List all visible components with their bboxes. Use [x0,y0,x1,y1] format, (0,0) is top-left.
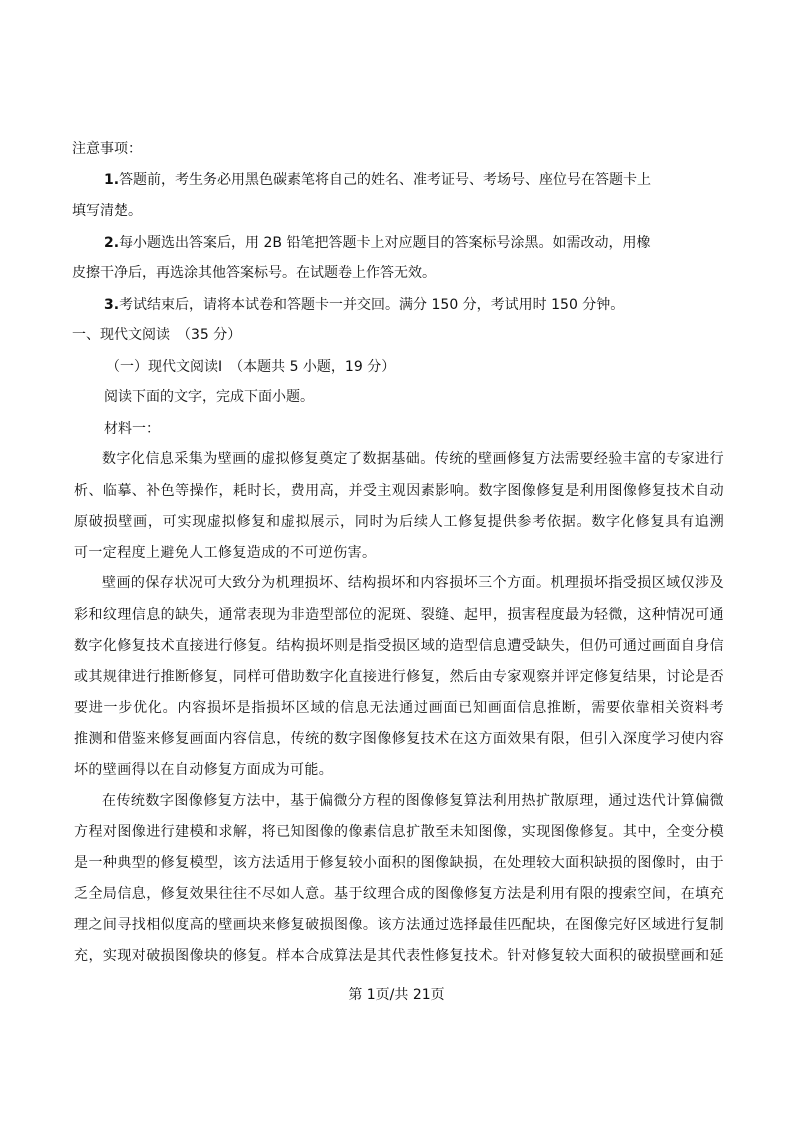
passage-line: 理之间寻找相似度高的壁画块来修复破损图像。该方法通过选择最佳匹配块，在图像完好区域进行复制 [74,917,724,933]
passage-line: 可一定程度上避免人工修复造成的不可逆伤害。 [74,545,377,561]
notice-item-2 [104,233,650,253]
page-number: 第 1页/共 21页 [348,987,445,1003]
notice-item-1-number: 1. [104,172,120,188]
passage-line: 或其规律进行推断修复，同样可借助数字化直接进行修复，然后由专家观察并评定修复结果，讨论是否 [74,669,724,685]
passage-line: 充，实现对破损图像块的修复。样本合成算法是其代表性修复技术。针对修复较大面积的破损壁画和延 [74,948,724,964]
notice-title: 注意事项： [72,141,142,157]
passage-line: 数字化信息采集为壁画的虚拟修复奠定了数据基础。传统的壁画修复方法需要经验丰富的专家进行 [102,451,724,467]
passage-line: 要进一步优化。内容损坏是指损坏区域的信息无法通过画面已知画面信息推断，需要依靠相关资料考 [74,700,724,716]
passage-line: 在传统数字图像修复方法中，基于偏微分方程的图像修复算法利用热扩散原理，通过迭代计算偏微 [102,793,724,809]
passage-line: 彩和纹理信息的缺失，通常表现为非造型部位的泥斑、裂缝、起甲，损害程度最为轻微，这种情况可通 [74,607,724,623]
sub-section-heading: （一）现代文阅读Ⅰ （本题共 5 小题，19 分） [106,359,396,375]
passage-line: 方程对图像进行建模和求解，将已知图像的像素信息扩散至未知图像，实现图像修复。其中，全变分模 [74,824,724,840]
passage-line: 数字化修复技术直接进行修复。结构损坏则是指受损区域的造型信息遭受缺失，但仍可通过画面自身信 [74,638,724,654]
passage-line: 推测和借鉴来修复画面内容信息，传统的数字图像修复技术在这方面效果有限，但引入深度学习使内容 [74,731,724,747]
passage-line: 壁画的保存状况可大致分为机理损坏、结构损坏和内容损坏三个方面。机理损坏指受损区域仅涉及 [102,575,724,591]
passage-line: 乏全局信息，修复效果往往不尽如人意。基于纹理合成的图像修复方法是利用有限的搜索空间，在填充 [74,886,724,902]
notice-item-1 [104,170,651,190]
notice-item-1-continued: 填写清楚。 [72,203,142,219]
passage-line: 是一种典型的修复模型，该方法适用于修复较小面积的图像缺损，在处理较大面积缺损的图像时，由于 [74,855,724,871]
notice-item-2-continued: 皮擦干净后，再选涂其他答案标号。在试题卷上作答无效。 [72,265,436,281]
passage-line: 析、临摹、补色等操作，耗时长，费用高，并受主观因素影响。数字图像修复是利用图像修复技术自动 [74,483,724,499]
notice-item-3-text: 考试结束后，请将本试卷和答题卡一并交回。满分 150 分，考试用时 150 分钟。 [119,297,625,313]
section-heading: 一、现代文阅读 （35 分） [72,327,242,343]
passage-line: 坏的壁画得以在自动修复方面成为可能。 [74,762,334,778]
notice-item-3-number: 3. [104,297,120,313]
notice-item-1-text: 答题前，考生务必用黑色碳素笔将自己的姓名、准考证号、考场号、座位号在答题卡上 [119,172,652,188]
notice-item-2-number: 2. [104,235,120,251]
material-label: 材料一： [104,421,160,437]
reading-instruction: 阅读下面的文字，完成下面小题。 [104,389,314,405]
notice-item-2-text: 每小题选出答案后，用 2B 铅笔把答题卡上对应题目的答案标号涂黑。如需改动，用橡 [119,235,651,251]
passage-line: 原破损壁画，可实现虚拟修复和虚拟展示，同时为后续人工修复提供参考依据。数字化修复具有追溯 [74,514,724,530]
notice-item-3 [104,295,624,315]
